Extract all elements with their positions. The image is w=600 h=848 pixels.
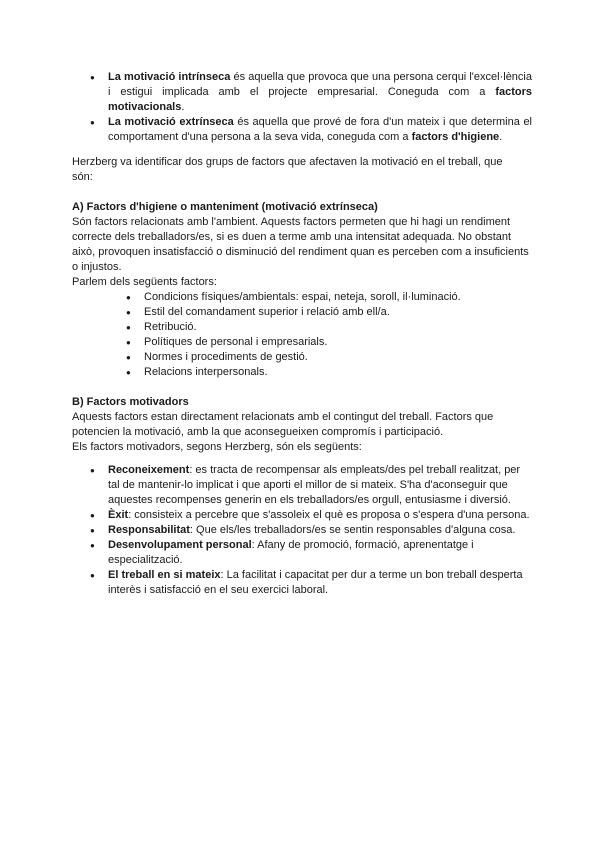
list-item: ● La motivació extrínseca és aquella que prové de fora d'un mateix i que determina el comportament d'una persona a la seva vida, coneguda com a factors d'higiene.	[72, 115, 532, 145]
list-item: ● La motivació intrínseca és aquella que provoca que una persona cerqui l'excel·lència i estigui implicada amb el projecte empresarial. Coneguda com a factors motivacionals.	[72, 70, 532, 115]
list-item: ● Retribució.	[72, 320, 532, 335]
section-a-paragraph: Són factors relacionats amb l'ambient. Aquests factors permeten que hi hagi un rendiment correcte dels treballadors/es, si es duen a terme amb una intensitat adequada. No obstant això, provoquen insatisfacció o disminució del rendiment quan es perceben com a insuficients o injustos.	[72, 216, 529, 273]
list-item: ● Normes i procediments de gestió.	[72, 350, 532, 365]
list-item: ● Responsabilitat: Que els/les treballadors/es se sentin responsables d'alguna cosa.	[72, 523, 532, 538]
section-b-heading: B) Factors motivadors	[72, 396, 189, 408]
motivator-factors-list	[72, 463, 532, 598]
section-a	[72, 200, 532, 380]
list-item: ● Polítiques de personal i empresarials.	[72, 335, 532, 350]
list-item: ● Reconeixement: es tracta de recompensar als empleats/des pel treball realitzat, per tal de mantenir-lo implicat i que aporti el millor de si mateix. S'ha d'aconseguir que aquestes recompenses generin en els treballadors/es orgull, entusiasme i diversió.	[72, 463, 532, 508]
section-a-heading: A) Factors d'higiene o manteniment (motivació extrínseca)	[72, 201, 378, 213]
list-item: ● Desenvolupament personal: Afany de promoció, formació, aprenentatge i especialització.	[72, 538, 532, 568]
list-item: ● Estil del comandament superior i relació amb ell/a.	[72, 305, 532, 320]
section-a-list-intro: Parlem dels següents factors:	[72, 276, 217, 288]
herzberg-intro: Herzberg va identificar dos grups de factors que afectaven la motivació en el treball, que són:	[72, 156, 503, 183]
section-b	[72, 395, 532, 598]
motivation-types-list	[72, 70, 532, 145]
list-item: ● Condicions físiques/ambientals: espai, neteja, soroll, il·luminació.	[72, 290, 532, 305]
section-b-paragraph: Aquests factors estan directament relacionats amb el contingut del treball. Factors que potencien la motivació, amb la que aconsegueixen compromís i participació.	[72, 411, 494, 438]
section-b-list-intro: Els factors motivadors, segons Herzberg, són els següents:	[72, 441, 362, 453]
list-item: ● Relacions interpersonals.	[72, 365, 532, 380]
hygiene-factors-list	[72, 290, 532, 380]
list-item: ● El treball en si mateix: La facilitat i capacitat per dur a terme un bon treball desperta interès i satisfacció en el seu exercici laboral.	[72, 568, 532, 598]
list-item: ● Èxit: consisteix a percebre que s'assoleix el què es proposa o s'espera d'una persona.	[72, 508, 532, 523]
